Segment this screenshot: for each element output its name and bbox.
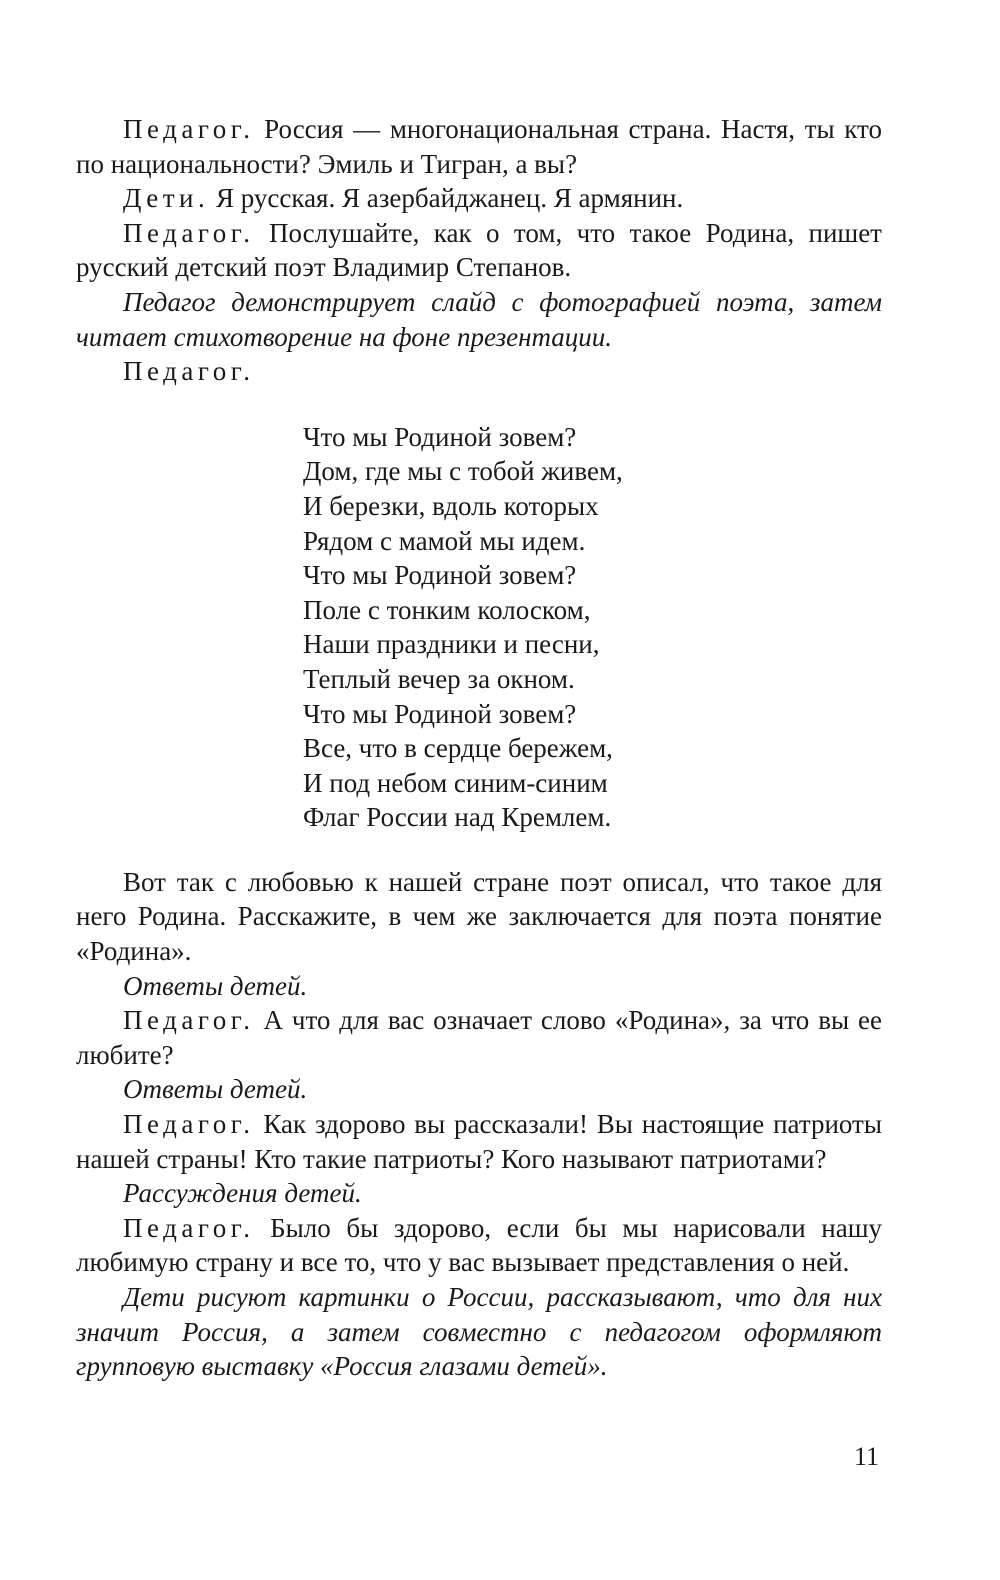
speaker-label: Дети.	[123, 183, 210, 214]
speaker-label: Педагог.	[123, 1005, 255, 1036]
speaker-label: Педагог.	[123, 1212, 255, 1243]
paragraph-text: Как здорово вы рассказали! Вы настоящие патриоты нашей страны! Кто такие патриоты? Кого называют патриотами?	[76, 1109, 882, 1174]
page-number: 11	[854, 1442, 880, 1471]
poem-line: Поле с тонким колоском,	[303, 594, 591, 625]
paragraph-teacher-reads	[76, 354, 882, 389]
speaker-label: Педагог.	[123, 356, 255, 387]
stage-remark-exhibition	[76, 1280, 882, 1384]
paragraph-teacher-question	[76, 1003, 882, 1072]
paragraph-text: Послушайте, как о том, что такое Родина, пишет русский детский поэт Владимир Степанов.	[76, 217, 882, 283]
poem-line: И березки, вдоль которых	[303, 490, 599, 521]
remark-text: Рассуждения детей.	[123, 1178, 362, 1209]
remark-text: Педагог демонстрирует слайд с фотографией поэта, затем читает стихотворение на фоне презентации.	[76, 286, 882, 352]
poem-line: Наши праздники и песни,	[303, 629, 600, 660]
paragraph-teacher-introduces-poet	[76, 216, 882, 285]
paragraph-teacher-drawing	[76, 1211, 882, 1280]
speaker-label: Педагог.	[123, 114, 255, 144]
stage-remark-reasoning	[76, 1176, 882, 1211]
stage-remark-answers	[76, 969, 882, 1004]
paragraph-text: Было бы здорово, если бы мы нарисовали нашу любимую страну и все то, что у вас вызывает представления о ней.	[76, 1212, 882, 1278]
poem-line: Дом, где мы с тобой живем,	[303, 456, 623, 487]
remark-text: Ответы детей.	[123, 970, 308, 1001]
poem-line: Что мы Родиной зовем?	[303, 421, 577, 452]
paragraph-poet-described	[76, 865, 882, 969]
poem	[303, 420, 882, 835]
poem-line: Все, что в сердце бережем,	[303, 733, 613, 764]
stage-remark-slide	[76, 285, 882, 354]
paragraph-teacher-patriots	[76, 1107, 882, 1176]
poem-line: Рядом с мамой мы идем.	[303, 525, 586, 556]
paragraph-text: А что для вас означает слово «Родина», за что вы ее любите?	[76, 1005, 882, 1070]
speaker-label: Педагог.	[123, 1109, 255, 1140]
poem-line: Теплый вечер за окном.	[303, 663, 575, 694]
poem-line: Флаг России над Кремлем.	[303, 802, 612, 833]
paragraph-text: Россия — многонациональная страна. Настя, ты кто по национальности? Эмиль и Тигран, а вы?	[76, 114, 882, 179]
speaker-label: Педагог.	[123, 217, 255, 248]
poem-line: Что мы Родиной зовем?	[303, 698, 577, 729]
remark-text: Ответы детей.	[123, 1074, 308, 1105]
poem-line: И под небом синим-синим	[303, 767, 608, 798]
paragraph-teacher-nationalities	[76, 112, 882, 181]
paragraph-children-answer	[76, 181, 882, 216]
remark-text: Дети рисуют картинки о России, рассказывают, что для них значит Россия, а затем совместно с педагогом оформляют групповую выставку «Россия глазами детей».	[76, 1282, 882, 1382]
paragraph-text: Вот так с любовью к нашей стране поэт описал, что такое для него Родина. Расскажите, в чем же заключается для поэта понятие «Родина».	[76, 866, 882, 967]
stage-remark-answers	[76, 1072, 882, 1107]
paragraph-text: Я русская. Я азербайджанец. Я армянин.	[209, 183, 684, 214]
book-page-text	[76, 112, 882, 1384]
poem-line: Что мы Родиной зовем?	[303, 560, 577, 591]
